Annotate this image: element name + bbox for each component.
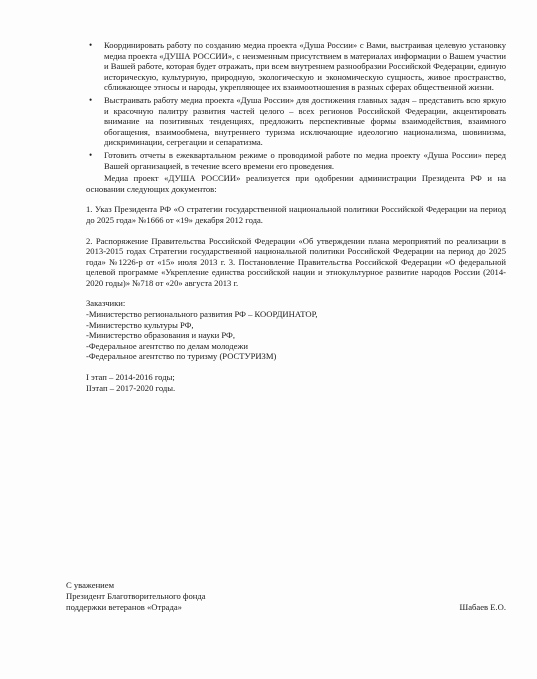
stage-item: I этап – 2014-2016 годы; [86, 372, 175, 383]
customer-item: -Федеральное агентство по делам молодежи [86, 340, 249, 351]
bullet-icon: • [89, 149, 93, 160]
list-item [86, 40, 506, 93]
list-item [86, 95, 506, 148]
customer-item: -Федеральное агентство по туризму (РОСТУРИЗМ) [86, 351, 277, 362]
list-item-text: Выстраивать работу медиа проекта «Душа России» для достижения главных задач – представить всю яркую и красочную палитру развития частей целого – всех регионов Российской Федерации, акцентировать внимание на позитивных тенденциях, предложить перспективные формы взаимодействия, взаимного обогащения, взаимообмена, внутреннего туризма исключающие идеологию национализма, шовинизма, дискриминации, сегрегации и сепаратизма. [104, 94, 506, 148]
list-item-text: Готовить отчеты в ежеквартальном режиме о проводимой работе по медиа проекту «Душа России» перед Вашей организацией, в течение всего времени его проведения. [104, 149, 506, 171]
bullet-icon: • [89, 40, 93, 50]
list-item-text: Координировать работу по созданию медиа проекта «Душа России» с Вами, выстраивая целевую установку медиа проекта «ДУША РОССИИ», с неизменным присутствием в материалах информации о Вашем участии и Вашей работе, которая будет отражать, при всем внутреннем разнообразии Российской Федерации, единую историческую, культурную, природную, экологическую и экономическую сущность, живое пространство, сближающее этносы и народы, укрепляющее их взаимоотношения в разных сферах общественной жизни. [104, 40, 506, 93]
stages-block [86, 372, 506, 393]
document-body [86, 40, 506, 393]
customers-heading: Заказчики: [86, 298, 126, 309]
list-item [86, 150, 506, 171]
customer-item: -Министерство регионального развития РФ – КООРДИНАТОР, [86, 309, 318, 320]
signer-organization: поддержки ветеранов «Отрада» [66, 602, 182, 612]
goals-list [86, 40, 506, 171]
signer-name: Шабаев Е.О. [459, 602, 506, 612]
bullet-icon: • [89, 94, 93, 105]
document-2: 2. Распоряжение Правительства Российской Федерации «Об утверждении плана мероприятий по реализации в 2013-2015 годах Стратегии государственной национальной политики Российской Федерации на период до 2025 года» №1226-р от «15» июля 2013 г. 3. Постановление Правительства Российской Федерации «О федеральной целевой программе «Укрепление единства российской нации и этнокультурное развитие народов России (2014-2020 годы)» №718 от «20» августа 2013 г. [86, 235, 506, 288]
stage-item: IIэтап – 2017-2020 годы. [86, 382, 176, 393]
customer-item: -Министерство культуры РФ, [86, 319, 194, 330]
customer-item: -Министерство образования и науки РФ, [86, 330, 235, 341]
customers-block [86, 298, 506, 362]
intro-paragraph: Медиа проект «ДУША РОССИИ» реализуется при одобрении администрации Президента РФ и на основании следующих документов: [86, 173, 506, 194]
closing-line: С уважением [66, 580, 115, 590]
signature-block [66, 580, 506, 613]
signer-title: Президент Благотворительного фонда [66, 591, 206, 601]
document-1: 1. Указ Президента РФ «О стратегии государственной национальной политики Российской Федерации на период до 2025 года» №1666 от «19» декабря 2012 года. [86, 204, 506, 225]
